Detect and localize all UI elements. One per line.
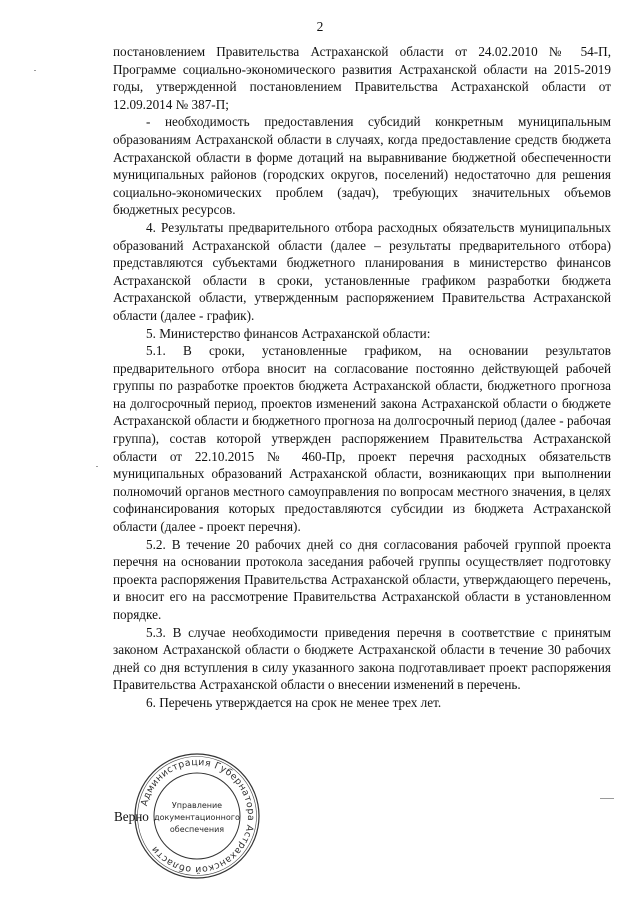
stamp-line-2: документационного <box>154 813 240 822</box>
page-number: 2 <box>316 19 324 34</box>
office-stamp <box>133 752 261 880</box>
stamp-ring-text: Администрация Губернатора Астраханской области <box>139 756 257 876</box>
scan-speck <box>34 70 36 71</box>
scan-speck <box>96 466 98 467</box>
paragraph-5: 5. Министерство финансов Астраханской области: <box>146 325 431 341</box>
paragraph-5-1: 5.1. В сроки, установленные графиком, на основании результатов предварительного отбора вносит на согласование постоянно действующей рабочей группы по разработке проектов бюджета Астраханской области, бюджетного прогноза на долгосрочный период, проектов изменений закона Астраханской области о бюджете Астраханской области и бюджетного прогноза на долгосрочный период (далее - рабочая группа), состав которой утвержден распоряжением Правительства Астраханской области от 22.10.2015 № 460-Пр, проект перечня расходных обязательств муниципальных образований Астраханской области, возникающих при выполнении полномочий органов местного самоуправления по вопросам местного значения, в целях софинансирования которых предоставляются субсидии из бюджета Астраханской области (далее - проект перечня). <box>113 343 611 535</box>
paragraph-5-2: 5.2. В течение 20 рабочих дней со дня согласования рабочей группой проекта перечня на основании протокола заседания рабочей группы осуществляет подготовку проекта распоряжения Правительства Астраханской области, утверждающего перечень, и вносит его на рассмотрение Правительства Астраханской области в установленном порядке. <box>113 536 611 622</box>
paragraph-6: 6. Перечень утверждается на срок не менее трех лет. <box>146 694 442 710</box>
paragraph-4: 4. Результаты предварительного отбора расходных обязательств муниципальных образований Астраханской области (далее – результаты предварительного отбора) представляются субъектами бюджетного планирования в министерство финансов Астраханской области в сроки, установленные графиком разработки бюджета Астраханской области, утвержденным распоряжением Правительства Астраханской области (далее - график). <box>113 219 611 323</box>
paragraph-5-3: 5.3. В случае необходимости приведения перечня в соответствие с принятым законом Астраханской области о бюджете Астраханской области в течение 30 рабочих дней со дня вступления в силу указанного закона подготавливает проект распоряжения Правительства Астраханской области о внесении изменений в перечень. <box>113 624 611 693</box>
document-body <box>113 43 611 712</box>
scan-speck <box>600 798 614 799</box>
stamp-line-1: Управление <box>171 801 223 810</box>
paragraph-subsidy-necessity: - необходимость предоставления субсидий конкретным муниципальным образованиям Астраханской области в случаях, когда предоставление средств бюджета Астраханской области в форме дотаций на выравнивание бюджетной обеспеченности муниципальных районов (городских округов, поселений) недостаточно для решения социально-экономических проблем (задач), требующих значительных объемов бюджетных ресурсов. <box>113 114 611 218</box>
paragraph-continuation: постановлением Правительства Астраханской области от 24.02.2010 № 54-П, Программе социально-экономического развития Астраханской области на 2015-2019 годы, утвержденной постановлением Правительства Астраханской области от 12.09.2014 № 387-П; <box>113 44 611 112</box>
stamp-line-3: обеспечения <box>169 825 225 834</box>
verno-mark: Верно <box>114 809 149 824</box>
